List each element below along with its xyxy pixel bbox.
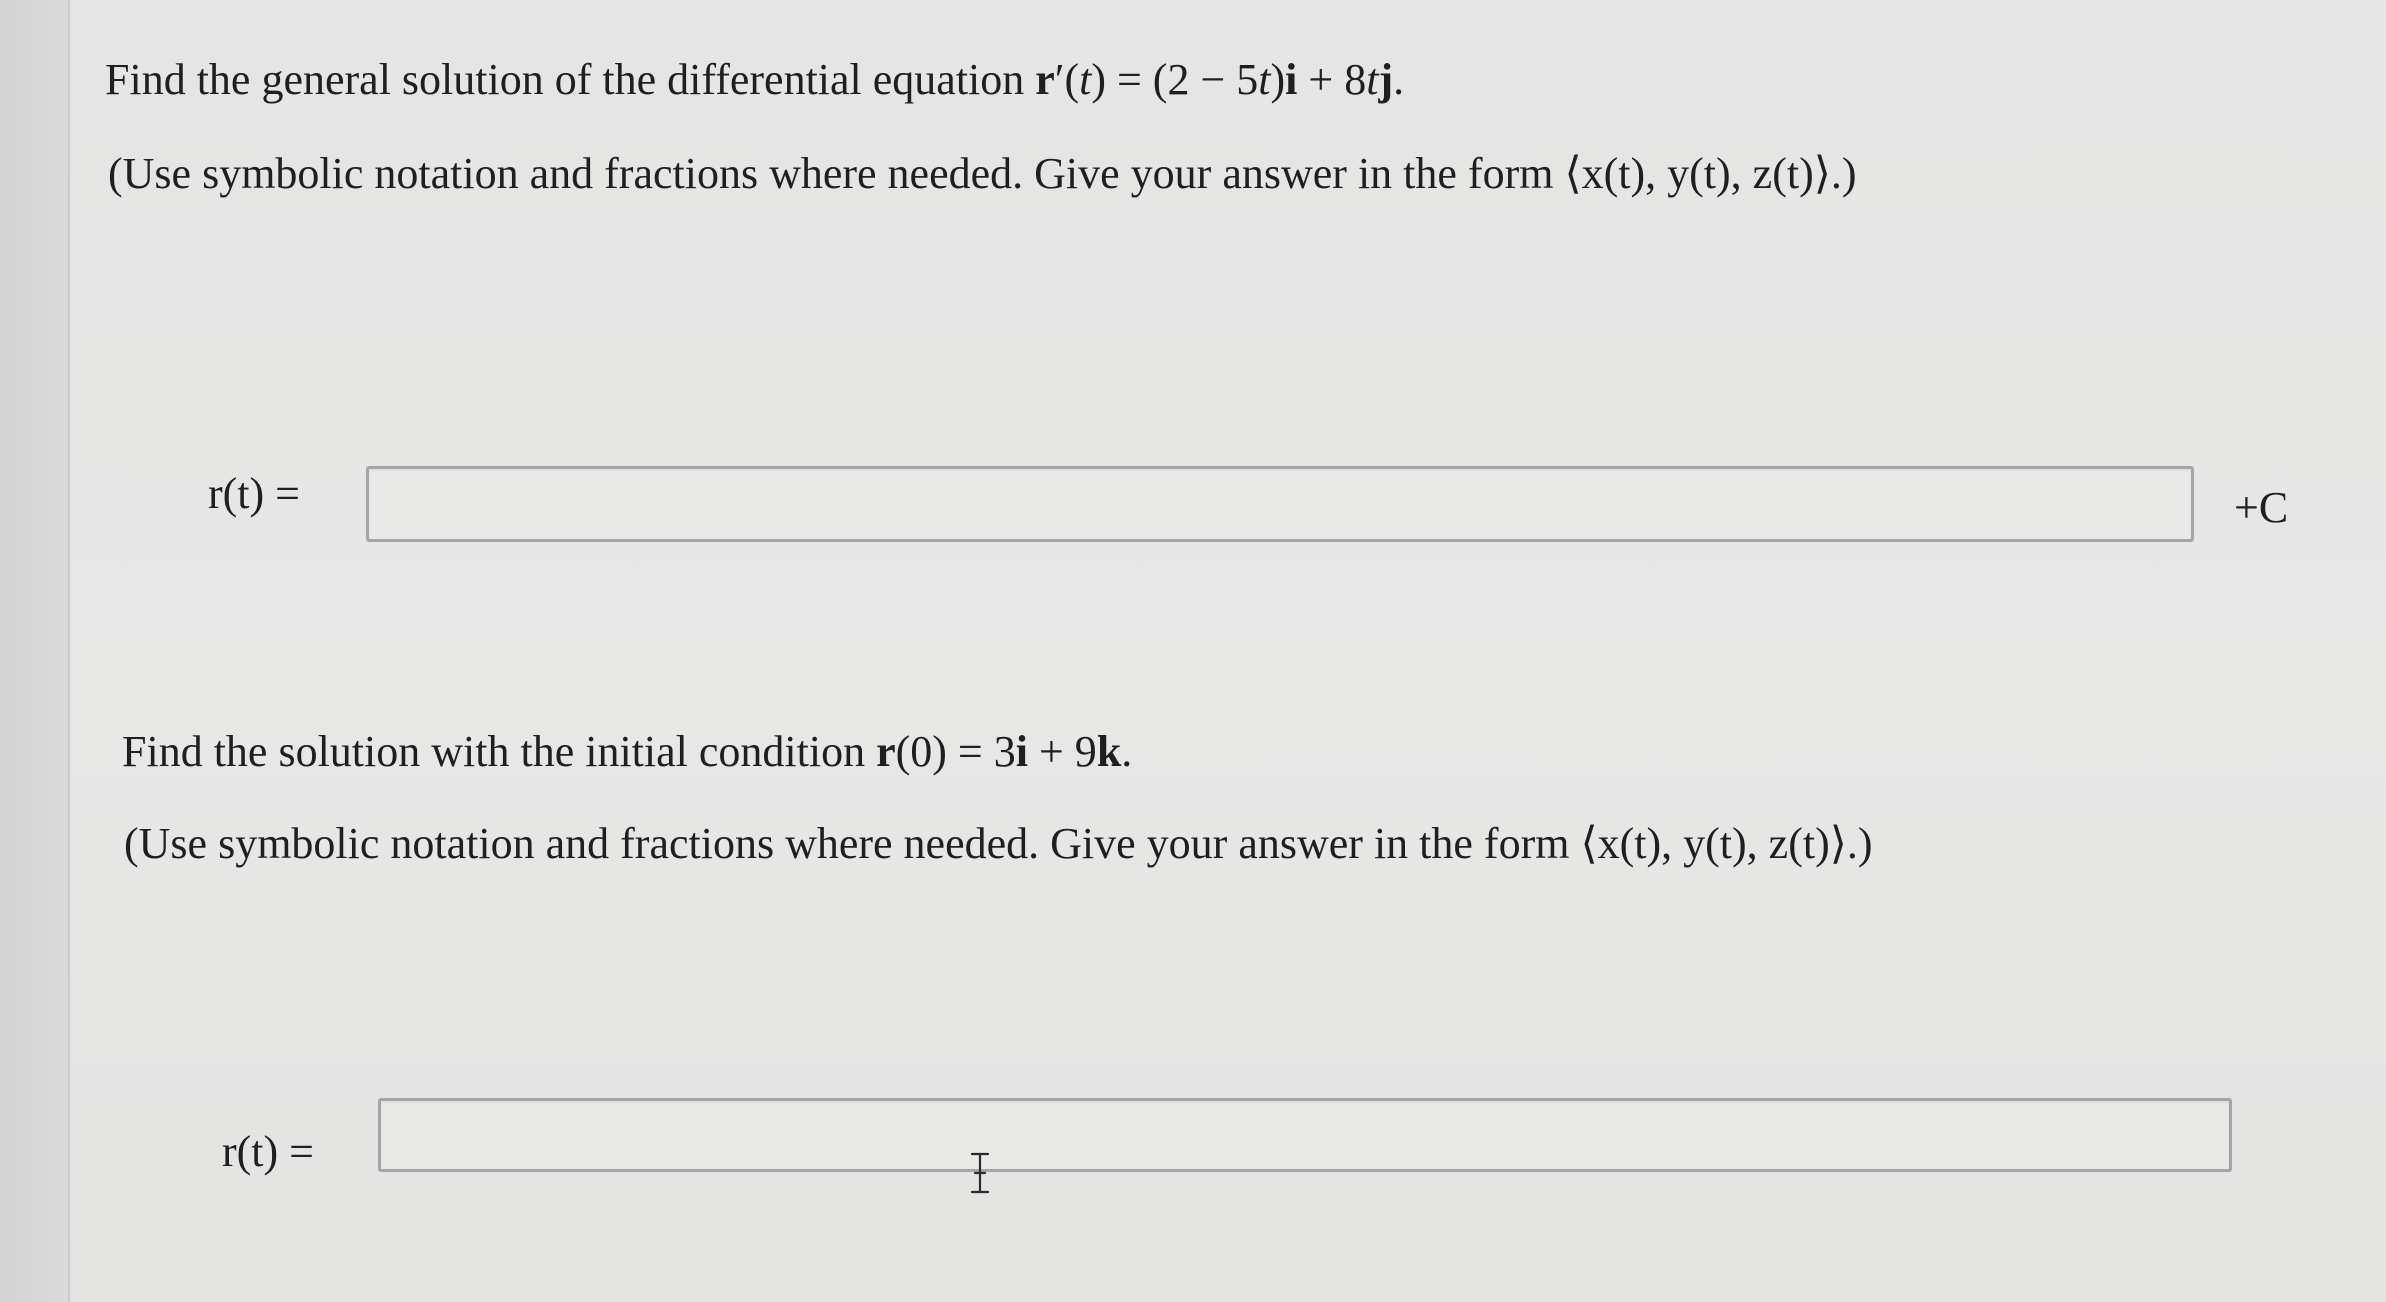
math-expr: + 8 [1297,55,1367,104]
math-period: . [1121,727,1133,776]
math-expr: (0) = 3 [895,727,1016,776]
math-t: t [1258,55,1271,104]
text-cursor-icon [968,1152,992,1194]
math-r: r [1035,55,1055,104]
math-expr: ) = (2 − 5 [1091,55,1259,104]
math-expr: + 9 [1027,727,1097,776]
math-r: r [876,727,896,776]
math-paren: ) [1270,55,1286,104]
plus-constant-label: +C [2234,483,2289,532]
left-margin [0,0,70,1302]
question-prompt-general [105,55,1405,104]
answer-label-general: r(t) = [208,469,300,518]
answer-input-initial-condition[interactable] [378,1098,2232,1172]
prompt-text: Find the general solution of the differential equation [105,55,1036,104]
question-hint-general: (Use symbolic notation and fractions where needed. Give your answer in the form ⟨x(t), y(t), z(t)⟩.) [108,149,1857,198]
math-period: . [1393,55,1405,104]
question-hint-initial-condition: (Use symbolic notation and fractions where needed. Give your answer in the form ⟨x(t), y(t), z(t)⟩.) [124,819,1873,868]
math-t: t [1366,55,1379,104]
math-j: j [1378,55,1394,104]
prompt-text: Find the solution with the initial condition [122,727,877,776]
answer-label-initial-condition: r(t) = [222,1127,314,1176]
math-i: i [1285,55,1298,104]
math-prime: ′ [1054,55,1065,104]
question-prompt-initial-condition [122,727,1133,776]
math-i: i [1015,727,1028,776]
math-k: k [1096,727,1122,776]
math-t: t [1079,55,1092,104]
math-paren: ( [1064,55,1080,104]
answer-input-general[interactable] [366,466,2194,542]
